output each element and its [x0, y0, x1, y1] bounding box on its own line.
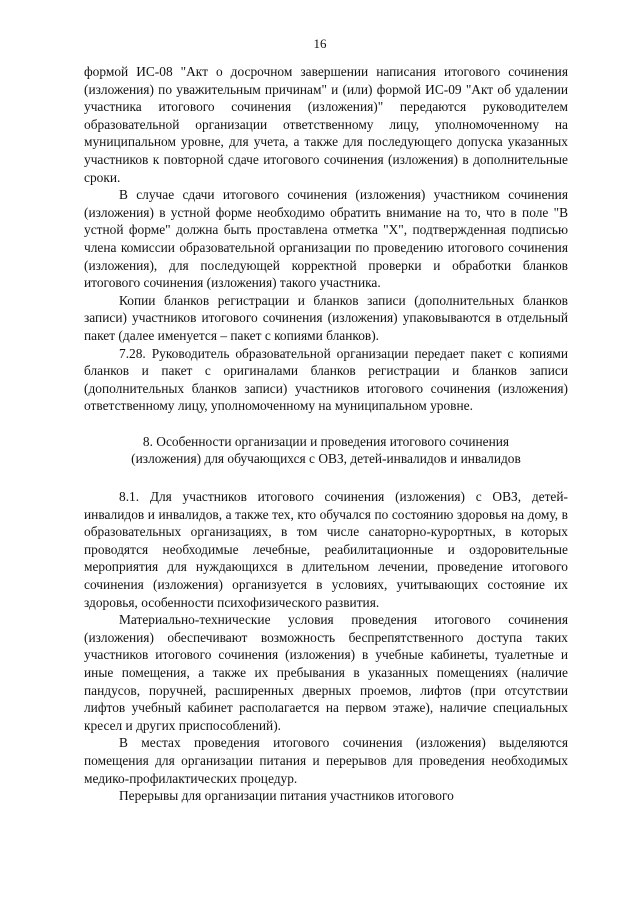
page-number: 16 — [313, 36, 327, 51]
paragraph-copies-package: Копии бланков регистрации и бланков записи (дополнительных бланков записи) участников итогового сочинения (изложения) упаковываются в отдельный пакет (далее именуется – пакет с копиями бланков). — [84, 292, 568, 343]
paragraph-oral-form: В случае сдачи итогового сочинения (изложения) участником сочинения (изложения) в устной форме необходимо обратить внимание на то, что в поле "В устной форме" должна быть проставлена отметка "X", подтвержденная подписью члена комиссии образовательной организации по проведению итогового сочинения (изложения), для последующей корректной проверки и обработки бланков итогового сочинения (изложения) такого участника. — [84, 187, 568, 291]
paragraph-8-1: 8.1. Для участников итогового сочинения (изложения) с ОВЗ, детей-инвалидов и инвалидов, а также тех, кто обучался по состоянию здоровья на дому, в образовательных организациях, в том числе санаторно-курортных, в которых проводятся необходимые лечебные, реабилитационные и оздоровительные мероприятия для нуждающихся в длительном лечении, проведение итогового сочинения (изложения) организуется в условиях, учитывающих состояние их здоровья, особенности психофизического развития. — [84, 489, 568, 610]
paragraph-continuation: формой ИС-08 "Акт о досрочном завершении написания итогового сочинения (изложения) по уважительным причинам" и (или) формой ИС-09 "Акт об удалении участника итогового сочинения (изложения)" передаются руководителем образовательной организации ответственному лицу, уполномоченному на муниципальном уровне, для учета, а также для последующего допуска указанных участников к повторной сдаче итогового сочинения (изложения) в дополнительные сроки. — [84, 64, 568, 185]
section-heading — [84, 433, 568, 468]
paragraph-premises: В местах проведения итогового сочинения (изложения) выделяются помещения для организации питания и перерывов для проведения необходимых медико-профилактических процедур. — [84, 735, 568, 786]
section-heading-line2: (изложения) для обучающихся с ОВЗ, детей-инвалидов и инвалидов — [131, 451, 521, 467]
paragraph-7-28: 7.28. Руководитель образовательной организации передает пакет с копиями бланков и пакет с оригиналами бланков регистрации и бланков записи (дополнительных бланков записи) участников итогового сочинения (изложения) ответственному лицу, уполномоченному на муниципальном уровне. — [84, 345, 568, 414]
section-heading-line1: 8. Особенности организации и проведения итогового сочинения — [142, 433, 510, 449]
paragraph-material-conditions: Материально-технические условия проведения итогового сочинения (изложения) обеспечивают возможность беспрепятственного доступа таких участников итогового сочинения (изложения) в учебные кабинеты, туалетные и иные помещения, а также их пребывания в указанных помещениях (наличие пандусов, поручней, расширенных дверных проемов, лифтов (при отсутствии лифтов учебный кабинет располагается на первом этаже), наличие специальных кресел и других приспособлений). — [84, 612, 568, 733]
paragraph-breaks: Перерывы для организации питания участников итогового — [119, 788, 454, 804]
document-body — [84, 63, 568, 805]
